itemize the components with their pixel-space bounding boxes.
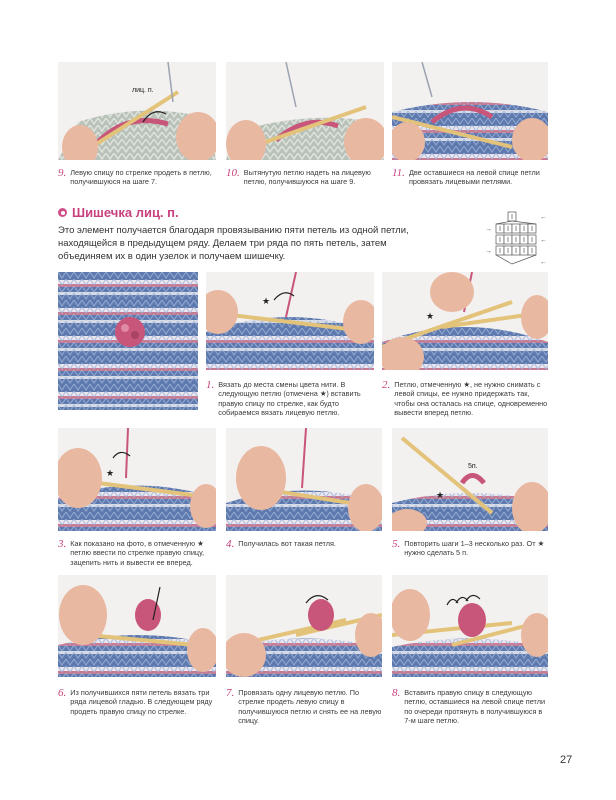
- photo-label-five: 5п.: [468, 463, 478, 470]
- step-text: Две оставшиеся на левой спице петли провязать лицевыми петлями.: [408, 168, 540, 187]
- step-text: Повторить шаги 1–3 несколько раз. От ★ нужно сделать 5 п.: [404, 539, 545, 558]
- caption-step-4: [226, 539, 384, 549]
- step-number: 5.: [392, 538, 401, 550]
- svg-text:★: ★: [106, 468, 115, 478]
- photo-step-6: [58, 575, 216, 677]
- photo-step-9: [58, 62, 216, 160]
- chart-arrow-left: ←: [540, 237, 547, 244]
- photo-step-1: [206, 272, 374, 370]
- step-text: Вытянутую петлю надеть на лицевую петлю, получившуюся на шаге 9.: [243, 168, 371, 187]
- step-number: 8.: [392, 687, 401, 699]
- step-text: Получилась вот такая петля.: [238, 539, 336, 548]
- caption-step-7: [226, 688, 384, 725]
- photo-step-5: [392, 428, 548, 531]
- photo-step-4: [226, 428, 382, 531]
- step-number: 3.: [58, 538, 67, 550]
- section-bullet-icon: [58, 208, 67, 217]
- step-number: 9.: [58, 167, 67, 179]
- caption-step-8: [392, 688, 550, 725]
- photo-step-10: [226, 62, 384, 160]
- step-number: 7.: [226, 687, 235, 699]
- step-text: Вязать до места смены цвета нити. В следующую петлю (отмечена ★) вставить правую спицу по стрелке, как будто собираемся вязать лицевую петлю.: [218, 380, 361, 417]
- step-number: 4.: [226, 538, 235, 550]
- caption-step-10: [226, 168, 386, 187]
- chart-arrow-right: →: [485, 226, 492, 233]
- stitch-chart: [484, 210, 552, 266]
- caption-step-5: [392, 539, 550, 558]
- photo-step-2: [382, 272, 548, 370]
- step-number: 2.: [382, 379, 391, 391]
- photo-step-7: [226, 575, 382, 677]
- caption-step-9: [58, 168, 218, 187]
- caption-step-1: [206, 380, 374, 417]
- photo-step-8: [392, 575, 548, 677]
- step-number: 1.: [206, 379, 215, 391]
- step-text: Левую спицу по стрелке продеть в петлю, получившуюся на шаге 7.: [70, 168, 212, 187]
- photo-label-loop: лиц. п.: [132, 87, 154, 94]
- photo-bobble-sample: [58, 272, 198, 410]
- step-text: Петлю, отмеченную ★, не нужно снимать с левой спицы, ее нужно придержать так, чтобы она осталась на спице, одновременно вывести вперед петлю.: [394, 380, 548, 417]
- photo-step-3: [58, 428, 216, 531]
- step-text: Вставить правую спицу в следующую петлю, оставшиеся на левой спице петли по очереди протянуть в получившуюся в 7-м шаге петлю.: [404, 688, 546, 725]
- section-title: Шишечка лиц. п.: [72, 205, 179, 220]
- section-heading: [58, 205, 179, 220]
- chart-arrow-left: ←: [540, 259, 547, 266]
- step-number: 11.: [392, 167, 405, 179]
- step-text: Провязать одну лицевую петлю. По стрелке продеть левую спицу в получившуюся петлю и снять ее на левую спицу.: [238, 688, 382, 725]
- caption-step-11: [392, 168, 550, 187]
- caption-step-3: [58, 539, 218, 567]
- svg-text:★: ★: [436, 490, 445, 500]
- page-number: 27: [560, 754, 573, 766]
- step-text: Из получившихся пяти петель вязать три ряда лицевой гладью. В следующем ряду продеть правую спицу по стрелке.: [70, 688, 213, 716]
- caption-step-2: [382, 380, 548, 417]
- step-text: Как показано на фото, в отмеченную ★ петлю ввести по стрелке правую спицу, зацепить нить и вывести ее вперед.: [70, 539, 205, 567]
- step-number: 10.: [226, 167, 240, 179]
- chart-arrow-left: ←: [540, 214, 547, 221]
- photo-step-11: [392, 62, 548, 160]
- svg-text:★: ★: [426, 311, 435, 321]
- svg-text:★: ★: [262, 296, 271, 306]
- chart-arrow-right: →: [485, 248, 492, 255]
- section-intro: Это элемент получается благодаря провязыванию пяти петель из одной петли, находящейся в предыдущем ряду. Делаем три ряда по пять петель, затем объединяем их в один узелок и получаем шишечку.: [58, 225, 409, 263]
- step-number: 6.: [58, 687, 67, 699]
- caption-step-6: [58, 688, 218, 716]
